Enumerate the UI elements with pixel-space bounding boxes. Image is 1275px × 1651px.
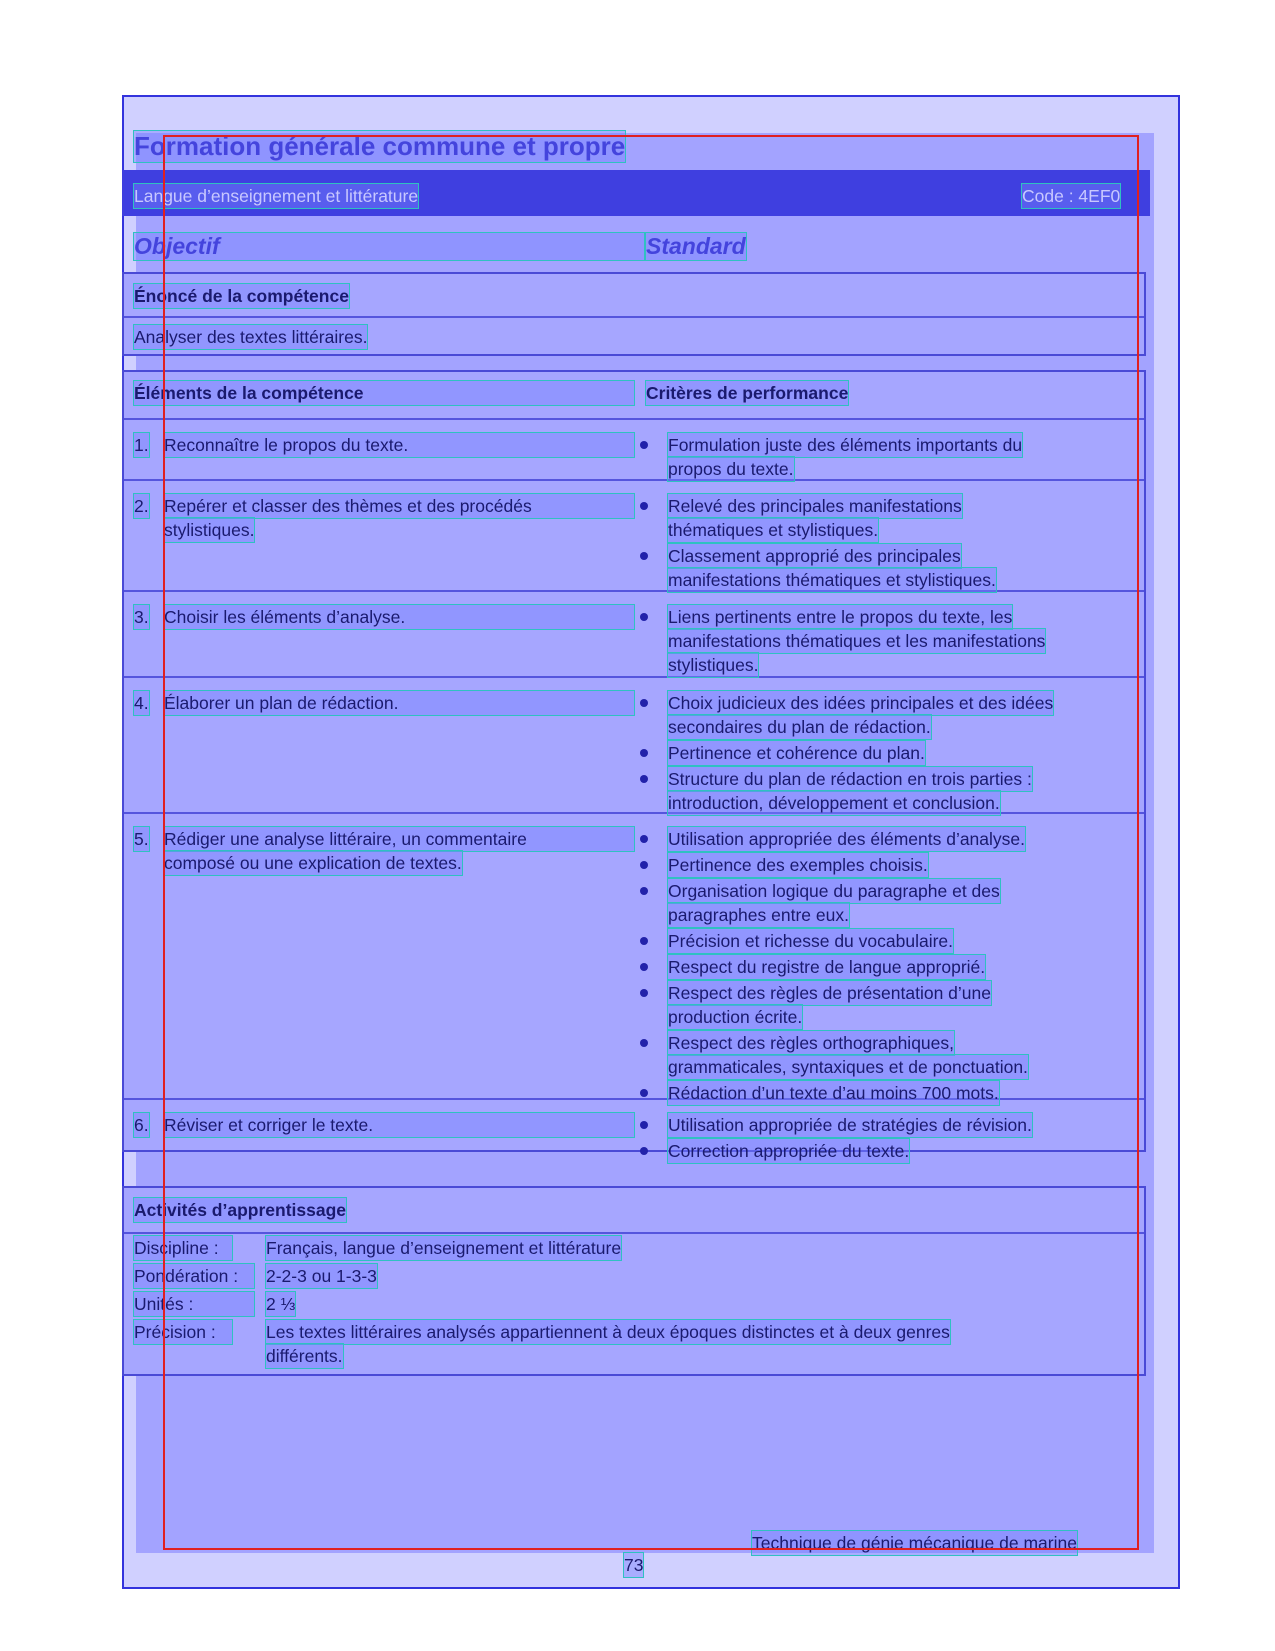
row-divider (124, 418, 1144, 420)
standard-heading: Standard (646, 233, 746, 259)
precision-line: différents. (266, 1346, 343, 1366)
element-text: Choisir les éléments d’analyse. (164, 605, 634, 629)
page-number: 73 (624, 1555, 644, 1575)
criterion-text: Respect des règles de présentation d’une (668, 983, 991, 1003)
criterion-text: Correction appropriée du texte. (668, 1141, 910, 1161)
bullet-icon (640, 552, 648, 560)
bullet-icon (640, 1121, 648, 1129)
criterion-text: Relevé des principales manifestations (668, 496, 962, 516)
bullet-icon (640, 749, 648, 757)
element-text: Repérer et classer des thèmes et des procédés (164, 494, 634, 518)
elements-box (122, 370, 1146, 1152)
criterion-text: Respect des règles orthographiques, (668, 1033, 955, 1053)
criterion-text: Organisation logique du paragraphe et des (668, 881, 1000, 901)
bullet-icon (640, 1147, 648, 1155)
bullet-icon (640, 502, 648, 510)
criterion-text: secondaires du plan de rédaction. (668, 717, 931, 737)
criterion-text: stylistiques. (668, 655, 759, 675)
criterion-text: paragraphes entre eux. (668, 905, 849, 925)
criterion-text: introduction, développement et conclusion. (668, 793, 1000, 813)
page-title: Formation générale commune et propre (134, 131, 626, 161)
discipline-name: Langue d’enseignement et littérature (134, 186, 419, 206)
bullet-icon (640, 1039, 648, 1047)
element-number: 1. (134, 435, 149, 455)
criterion-text: Rédaction d’un texte d’au moins 700 mots. (668, 1083, 999, 1103)
element-number: 5. (134, 829, 149, 849)
criterion-text: Pertinence des exemples choisis. (668, 855, 928, 875)
element-number: 2. (134, 496, 149, 516)
objectif-heading: Objectif (134, 233, 644, 260)
discipline-value: Français, langue d’enseignement et littérature (266, 1238, 622, 1258)
bullet-icon (640, 835, 648, 843)
element-text: Réviser et corriger le texte. (164, 1113, 634, 1137)
criterion-text: manifestations thématiques et les manifestations (668, 631, 1046, 651)
criterion-text: Utilisation appropriée des éléments d’analyse. (668, 829, 1026, 849)
bullet-icon (640, 887, 648, 895)
bullet-icon (640, 963, 648, 971)
enonce-text: Analyser des textes littéraires. (134, 327, 368, 347)
unites-label: Unités : (134, 1292, 254, 1316)
element-number: 4. (134, 693, 149, 713)
criterion-text: Classement approprié des principales (668, 546, 961, 566)
criterion-text: Respect du registre de langue approprié. (668, 957, 986, 977)
criterion-text: Utilisation appropriée de stratégies de révision. (668, 1115, 1032, 1135)
element-text: Élaborer un plan de rédaction. (164, 691, 634, 715)
bullet-icon (640, 775, 648, 783)
bullet-icon (640, 937, 648, 945)
precision-line: Les textes littéraires analysés appartiennent à deux époques distinctes et à deux genres (266, 1322, 950, 1342)
element-text: Rédiger une analyse littéraire, un commentaire (164, 827, 634, 851)
criteres-column-header: Critères de performance (646, 383, 849, 403)
criterion-text: manifestations thématiques et stylistiques. (668, 570, 996, 590)
enonce-heading: Énoncé de la compétence (134, 286, 349, 306)
criterion-text: Précision et richesse du vocabulaire. (668, 931, 954, 951)
criterion-text: Pertinence et cohérence du plan. (668, 743, 925, 763)
criterion-text: Structure du plan de rédaction en trois parties : (668, 769, 1032, 789)
element-text: composé ou une explication de textes. (164, 853, 462, 873)
elements-column-header: Éléments de la compétence (134, 381, 634, 405)
bullet-icon (640, 699, 648, 707)
activites-heading: Activités d’apprentissage (134, 1200, 347, 1220)
criterion-text: thématiques et stylistiques. (668, 520, 879, 540)
discipline-label: Discipline : (134, 1236, 232, 1260)
criterion-text: Liens pertinents entre le propos du texte, les (668, 607, 1013, 627)
element-number: 6. (134, 1115, 149, 1135)
bullet-icon (640, 613, 648, 621)
criterion-text: Formulation juste des éléments importants du (668, 435, 1023, 455)
bullet-icon (640, 441, 648, 449)
criterion-text: production écrite. (668, 1007, 803, 1027)
element-text: Reconnaître le propos du texte. (164, 433, 634, 457)
activites-divider (124, 1232, 1144, 1234)
criterion-text: grammaticales, syntaxiques et de ponctuation. (668, 1057, 1028, 1077)
criterion-text: Choix judicieux des idées principales et des idées (668, 693, 1054, 713)
bullet-icon (640, 1089, 648, 1097)
ponderation-label: Pondération : (134, 1264, 254, 1288)
unites-value: 2 ⅓ (266, 1294, 296, 1314)
precision-label: Précision : (134, 1320, 232, 1344)
criterion-text: propos du texte. (668, 459, 794, 479)
row-divider (124, 479, 1144, 481)
course-code: Code : 4EF0 (1022, 186, 1121, 206)
element-number: 3. (134, 607, 149, 627)
row-divider (124, 676, 1144, 678)
element-text: stylistiques. (164, 520, 255, 540)
enonce-divider (124, 316, 1144, 318)
bullet-icon (640, 989, 648, 997)
program-name: Technique de génie mécanique de marine (752, 1533, 1077, 1553)
ponderation-value: 2-2-3 ou 1-3-3 (266, 1266, 377, 1286)
bullet-icon (640, 861, 648, 869)
